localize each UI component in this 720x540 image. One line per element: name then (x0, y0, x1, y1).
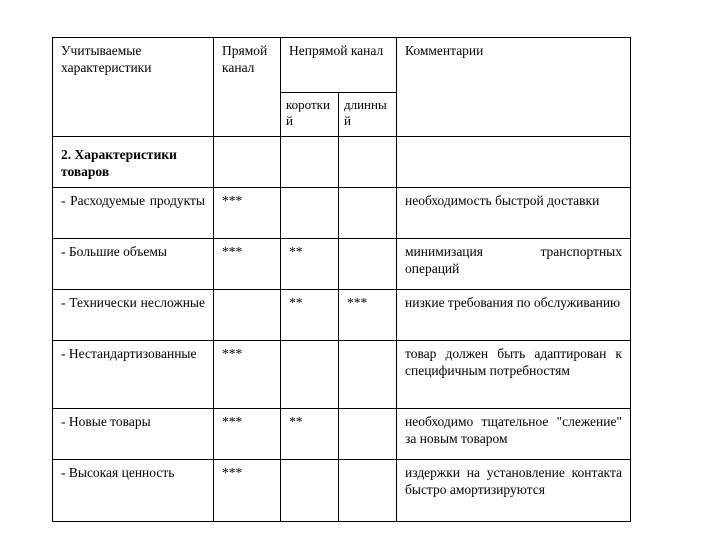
row-comment: минимизация транспортных операций (397, 239, 631, 290)
row-long: *** (339, 290, 397, 341)
row-long (339, 460, 397, 522)
row-comment: необходимость быстрой доставки (397, 188, 631, 239)
table-row (53, 239, 631, 290)
row-comment: товар должен быть адаптирован к специфичным потребностям (397, 341, 631, 409)
section-row (53, 137, 631, 188)
row-comment: необходимо тщательное "слежение" за новым товаром (397, 409, 631, 460)
row-direct: *** (214, 239, 281, 290)
table-row (53, 409, 631, 460)
header-indirect-channel: Непрямой канал (281, 38, 397, 93)
row-name: - Нестандартизованные (53, 341, 214, 409)
row-long (339, 341, 397, 409)
row-direct: *** (214, 409, 281, 460)
table-cell (339, 137, 397, 188)
row-short (281, 460, 339, 522)
row-name: - Расходуемые продукты (53, 188, 214, 239)
table-cell (281, 137, 339, 188)
row-name: - Большие объемы (53, 239, 214, 290)
table-row (53, 188, 631, 239)
row-long (339, 188, 397, 239)
row-comment: низкие требования по обслуживанию (397, 290, 631, 341)
row-comment: издержки на установление контакта быстро амортизируются (397, 460, 631, 522)
row-short: ** (281, 239, 339, 290)
header-short: короткий (281, 93, 339, 137)
row-direct: *** (214, 341, 281, 409)
header-characteristics: Учитываемые характеристики (53, 38, 214, 137)
table-cell (397, 137, 631, 188)
row-direct (214, 290, 281, 341)
row-short (281, 188, 339, 239)
row-direct: *** (214, 188, 281, 239)
header-direct-channel: Прямой канал (214, 38, 281, 137)
channel-characteristics-table (52, 37, 631, 522)
row-direct: *** (214, 460, 281, 522)
header-long: длинный (339, 93, 397, 137)
row-short: ** (281, 409, 339, 460)
table-row (53, 460, 631, 522)
section-title: 2. Характеристики товаров (53, 137, 214, 188)
header-comments: Комментарии (397, 38, 631, 137)
row-short (281, 341, 339, 409)
header-row (53, 38, 631, 93)
table-cell (214, 137, 281, 188)
row-name: - Технически несложные (53, 290, 214, 341)
row-long (339, 239, 397, 290)
row-short: ** (281, 290, 339, 341)
row-name: - Высокая ценность (53, 460, 214, 522)
row-name: - Новые товары (53, 409, 214, 460)
table-row (53, 341, 631, 409)
table-row (53, 290, 631, 341)
row-long (339, 409, 397, 460)
